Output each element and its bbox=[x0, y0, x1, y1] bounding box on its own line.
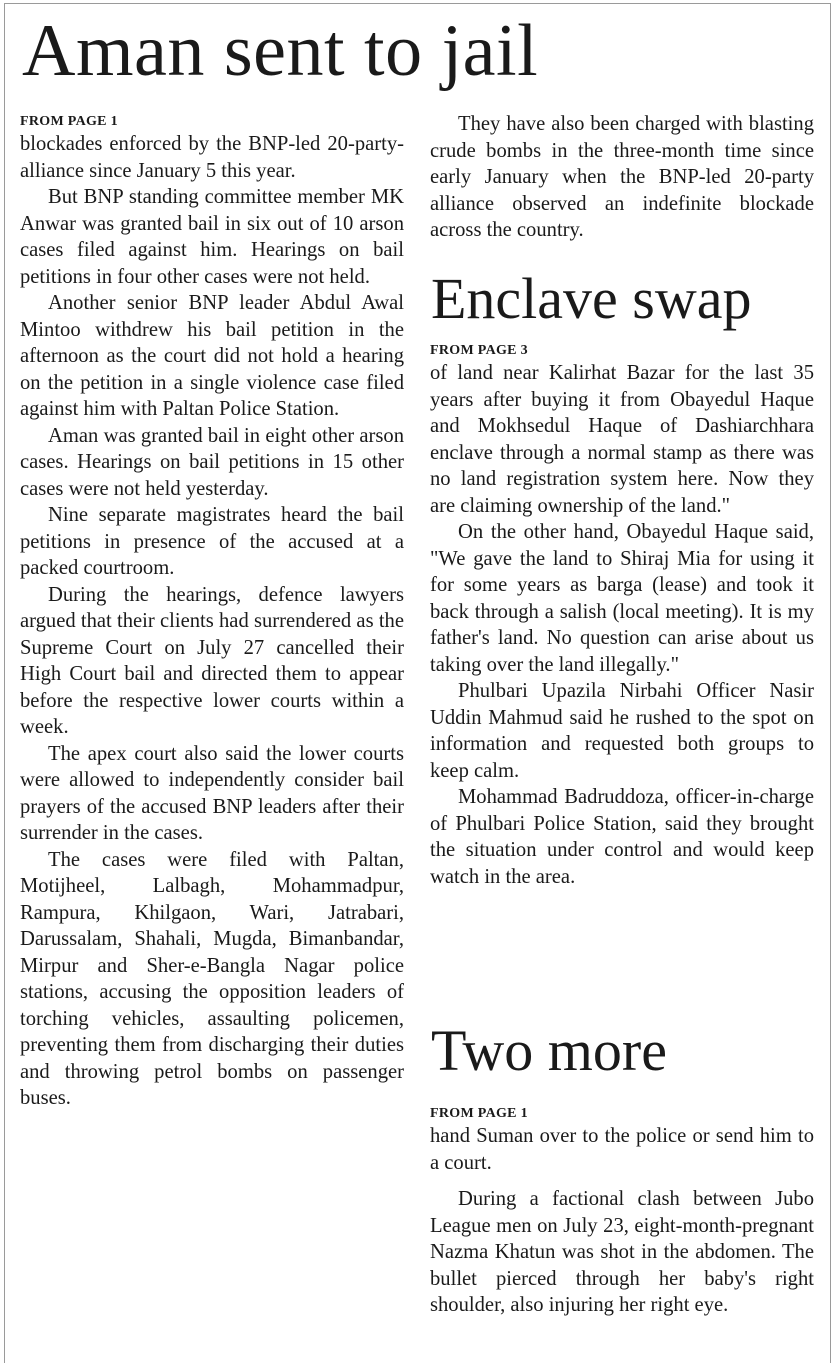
paragraph: Nine separate magistrates heard the bail petitions in presence of the accused at a packed courtroom. bbox=[20, 504, 404, 579]
paragraph: Phulbari Upazila Nirbahi Officer Nasir Uddin Mahmud said he rushed to the spot on information and requested both groups to keep calm. bbox=[430, 680, 814, 782]
enclave-story-column bbox=[430, 342, 814, 890]
enclave-headline: Enclave swap bbox=[431, 266, 752, 331]
paragraph: hand Suman over to the police or send him to a court. bbox=[430, 1125, 814, 1174]
paragraph: blockades enforced by the BNP-led 20-party-alliance since January 5 this year. bbox=[20, 133, 404, 182]
paragraph: The apex court also said the lower courts were allowed to independently consider bail prayers of the accused BNP leaders after their surrender in the cases. bbox=[20, 742, 404, 844]
continuation-label: FROM PAGE 1 bbox=[430, 1106, 528, 1121]
two-more-story-column bbox=[430, 1105, 814, 1319]
paragraph: Mohammad Badruddoza, officer-in-charge of Phulbari Police Station, said they brought the situation under control and would keep watch in the area. bbox=[430, 786, 814, 888]
paragraph: The cases were filed with Paltan, Motijheel, Lalbagh, Mohammadpur, Rampura, Khilgaon, Wari, Jatrabari, Darussalam, Shahali, Mugda, Bimanbandar, Mirpur and Sher-e-Bangla Nagar police stations, accusing the opposition leaders of torching vehicles, assaulting policemen, preventing them from discharging their duties and throwing petrol bombs on passenger buses. bbox=[20, 848, 404, 1109]
paragraph: But BNP standing committee member MK Anwar was granted bail in six out of 10 arson cases filed against him. Hearings on bail petitions in four other cases were not held. bbox=[20, 186, 404, 288]
paragraph: During a factional clash between Jubo League men on July 23, eight-month-pregnant Nazma Khatun was shot in the abdomen. The bullet pierced through her baby's right shoulder, also injuring her right eye. bbox=[430, 1188, 814, 1316]
paragraph: of land near Kalirhat Bazar for the last 35 years after buying it from Obayedul Haque and Mokhsedul Haque of Dashiarchhara enclave through a normal stamp as there was no land registration system here. Now they are claiming ownership of the land." bbox=[430, 362, 814, 517]
continuation-label: FROM PAGE 1 bbox=[20, 114, 118, 129]
main-story-column-right bbox=[430, 111, 814, 244]
paragraph: Another senior BNP leader Abdul Awal Mintoo withdrew his bail petition in the afternoon as the court did not hold a hearing on the petition in a single violence case filed against him with Paltan Police Station. bbox=[20, 292, 404, 420]
paragraph: They have also been charged with blasting crude bombs in the three-month time since early January when the BNP-led 20-party alliance observed an indefinite blockade across the country. bbox=[430, 113, 814, 241]
main-headline: Aman sent to jail bbox=[22, 10, 539, 92]
two-more-headline: Two more bbox=[431, 1018, 667, 1083]
paragraph: Aman was granted bail in eight other arson cases. Hearings on bail petitions in 15 other cases were not held yesterday. bbox=[20, 424, 404, 500]
paragraph: During the hearings, defence lawyers argued that their clients had surrendered as the Supreme Court on July 27 cancelled their High Court bail and directed them to appear before the respective lower courts within a week. bbox=[20, 583, 404, 738]
paragraph: On the other hand, Obayedul Haque said, "We gave the land to Shiraj Mia for using it for some years as barga (lease) and took it back through a salish (local meeting). It is my father's land. No question can arise about us taking over the land illegally." bbox=[430, 521, 814, 676]
main-story-column-left bbox=[20, 113, 404, 1112]
continuation-label: FROM PAGE 3 bbox=[430, 343, 528, 358]
